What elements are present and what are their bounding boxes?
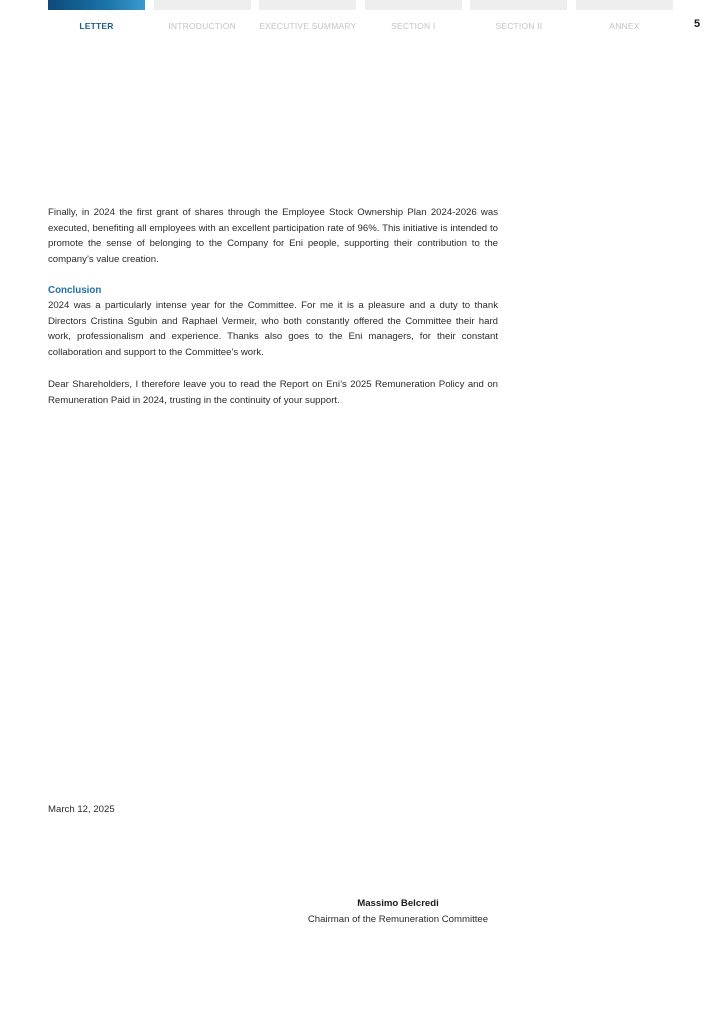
paragraph-esop: Finally, in 2024 the first grant of shares through the Employee Stock Ownership Plan 2024-2026 was executed, benefiting all employees with an excellent participation rate of 96%. This initiative is intended to promote the sense of belonging to the Company for Eni people, supporting their contribution to the company’s value creation. bbox=[48, 207, 498, 265]
tab-indicator-bar bbox=[154, 0, 251, 10]
tab-label: LETTER bbox=[79, 21, 114, 31]
tab-label: SECTION II bbox=[495, 21, 543, 31]
tab-label: SECTION I bbox=[391, 21, 436, 31]
top-navigation bbox=[48, 0, 673, 40]
page-number: 5 bbox=[693, 18, 701, 30]
tab-label: ANNEX bbox=[609, 21, 640, 31]
tab-indicator-bar bbox=[259, 0, 356, 10]
tab-label: EXECUTIVE SUMMARY bbox=[259, 21, 357, 31]
tab-introduction[interactable] bbox=[154, 0, 251, 40]
tab-label: INTRODUCTION bbox=[168, 21, 236, 31]
paragraph-conclusion: 2024 was a particularly intense year for the Committee. For me it is a pleasure and a duty to thank Directors Cristina Sgubin and Raphael Vermeir, who both constantly offered the Committee their hard work, professionalism and experience. Thanks also goes to the Eni managers, for their constant collaboration and support to the Committee’s work. bbox=[48, 300, 498, 358]
tab-indicator-bar bbox=[576, 0, 673, 10]
tab-annex[interactable] bbox=[576, 0, 673, 40]
section-heading-conclusion: Conclusion bbox=[48, 285, 102, 296]
letter-date: March 12, 2025 bbox=[48, 804, 115, 815]
tab-section-ii[interactable] bbox=[470, 0, 567, 40]
tab-indicator-bar bbox=[48, 0, 145, 10]
signature-block bbox=[298, 896, 498, 928]
tab-letter[interactable] bbox=[48, 0, 145, 40]
tab-indicator-bar bbox=[470, 0, 567, 10]
signatory-title: Chairman of the Remuneration Committee bbox=[307, 914, 489, 925]
signatory-name: Massimo Belcredi bbox=[357, 898, 439, 909]
tab-indicator-bar bbox=[365, 0, 462, 10]
tab-executive-summary[interactable] bbox=[259, 0, 356, 40]
tab-section-i[interactable] bbox=[365, 0, 462, 40]
paragraph-closing: Dear Shareholders, I therefore leave you to read the Report on Eni’s 2025 Remuneration Policy and on Remuneration Paid in 2024, trusting in the continuity of your support. bbox=[48, 379, 498, 406]
